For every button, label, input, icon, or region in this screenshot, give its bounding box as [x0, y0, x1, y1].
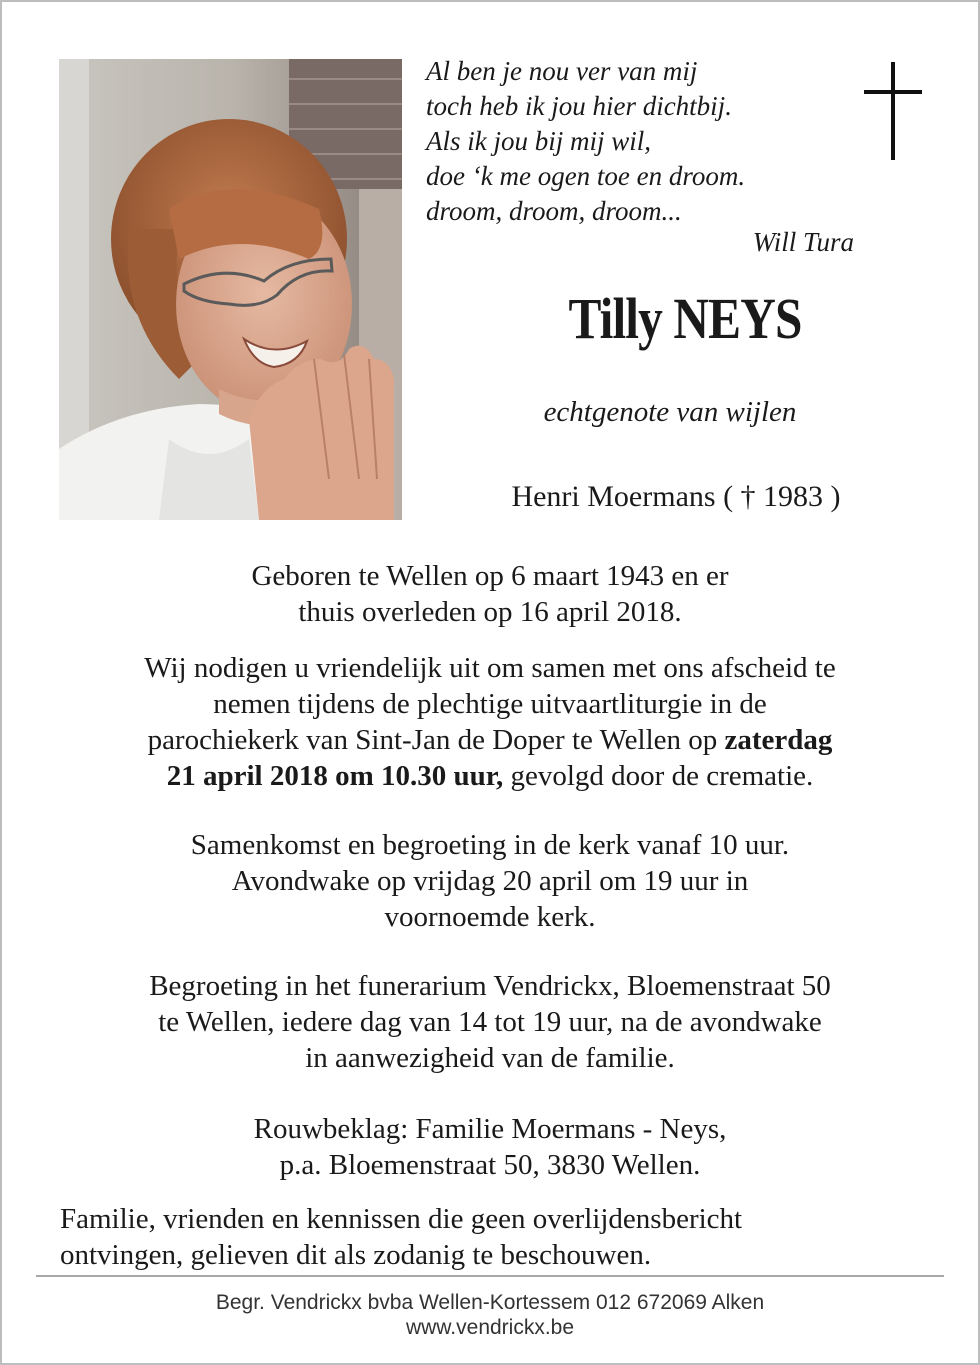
poem-line: doe ‘k me ogen toe en droom.: [426, 161, 746, 191]
poem: [426, 54, 866, 260]
gathering-paragraph: [40, 827, 940, 935]
poem-line: Al ben je nou ver van mij: [426, 56, 698, 86]
text-line: Rouwbeklag: Familie Moermans - Neys,: [253, 1113, 727, 1145]
funeral-datetime: 21 april 2018 om 10.30 uur,: [166, 760, 504, 792]
text-line: Geboren te Wellen op 6 maart 1943 en er: [251, 560, 729, 592]
funeral-day: zaterdag: [724, 724, 833, 756]
footer: [40, 1290, 940, 1340]
poem-line: droom, droom, droom...: [426, 196, 682, 226]
text-line: voornoemde kerk.: [384, 901, 596, 933]
footer-website: www.vendrickx.be: [405, 1316, 575, 1339]
spouse-name: Henri Moermans ( † 1983 ): [511, 480, 841, 513]
text-line: thuis overleden op 16 april 2018.: [298, 596, 682, 628]
footer-divider: [36, 1275, 944, 1277]
text-line: Familie, vrienden en kennissen die geen overlijdensbericht: [60, 1203, 743, 1235]
footer-company: Begr. Vendrickx bvba Wellen-Kortessem 012 672069 Alken: [215, 1291, 765, 1314]
cross-icon: [864, 62, 922, 160]
funeral-cremation: gevolgd door de crematie.: [503, 760, 814, 792]
text-line: nemen tijdens de plechtige uitvaartliturgie in de: [213, 688, 767, 720]
birth-death-paragraph: [40, 558, 940, 630]
visitation-paragraph: [40, 968, 940, 1076]
portrait-photo: [59, 59, 402, 520]
poem-line: Als ik jou bij mij wil,: [426, 126, 652, 156]
text-line: p.a. Bloemenstraat 50, 3830 Wellen.: [279, 1149, 701, 1181]
text-line: ontvingen, gelieven dit als zodanig te beschouwen.: [60, 1239, 652, 1271]
text-line: Begroeting in het funerarium Vendrickx, Bloemenstraat 50: [149, 970, 831, 1002]
text-line: Avondwake op vrijdag 20 april om 19 uur in: [231, 865, 749, 897]
text-line: in aanwezigheid van de familie.: [305, 1042, 675, 1074]
poem-line: toch heb ik jou hier dichtbij.: [426, 91, 732, 121]
text-line: Wij nodigen u vriendelijk uit om samen met ons afscheid te: [144, 652, 836, 684]
text-line: Samenkomst en begroeting in de kerk vanaf 10 uur.: [190, 829, 790, 861]
mourning-address-paragraph: [40, 1111, 940, 1183]
poem-author: Will Tura: [752, 227, 854, 257]
funeral-church: parochiekerk van Sint-Jan de Doper te Wellen op: [147, 724, 725, 756]
closing-paragraph: [60, 1201, 940, 1273]
text-line: [40, 758, 940, 794]
deceased-name: Tilly NEYS: [568, 286, 802, 351]
text-line: [40, 722, 940, 758]
funeral-paragraph: [40, 650, 940, 794]
spouse-label: echtgenote van wijlen: [543, 396, 797, 428]
text-line: te Wellen, iedere dag van 14 tot 19 uur, na de avondwake: [158, 1006, 822, 1038]
